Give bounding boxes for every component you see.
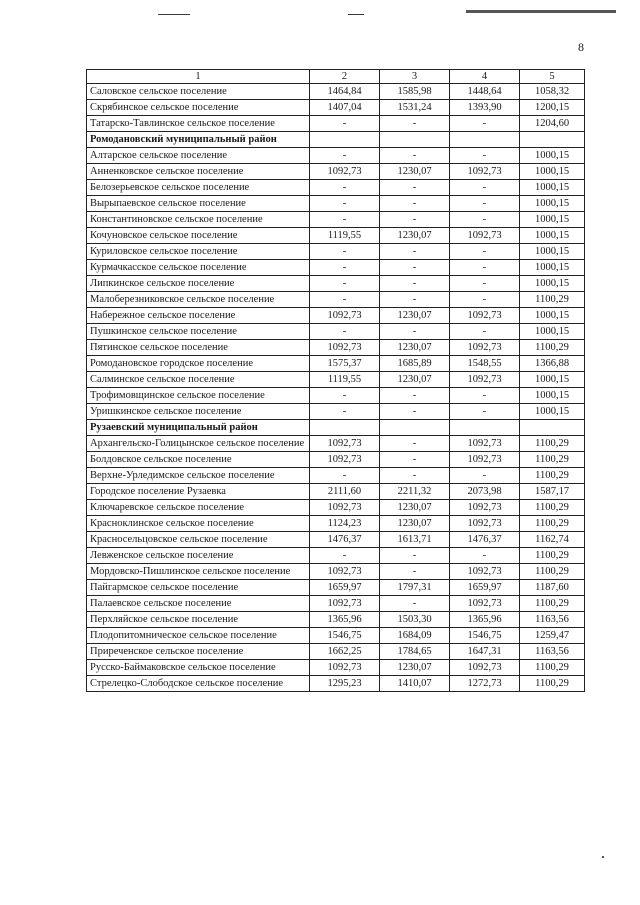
value-cell: 1100,29 <box>520 516 585 532</box>
value-cell: 1684,09 <box>380 628 450 644</box>
value-cell <box>450 420 520 436</box>
value-cell: - <box>380 388 450 404</box>
value-cell: 1163,56 <box>520 644 585 660</box>
value-cell <box>450 132 520 148</box>
name-cell: Куриловское сельское поселение <box>87 244 310 260</box>
value-cell: 1100,29 <box>520 676 585 692</box>
table-row <box>87 564 585 580</box>
value-cell: 1092,73 <box>450 308 520 324</box>
value-cell: - <box>450 292 520 308</box>
value-cell: 1000,15 <box>520 260 585 276</box>
value-cell: 1230,07 <box>380 660 450 676</box>
value-cell: 1407,04 <box>310 100 380 116</box>
table-row <box>87 116 585 132</box>
name-cell: Салминское сельское поселение <box>87 372 310 388</box>
value-cell: 1119,55 <box>310 372 380 388</box>
value-cell: - <box>380 548 450 564</box>
value-cell: 1000,15 <box>520 228 585 244</box>
table-row <box>87 340 585 356</box>
header-row <box>87 70 585 84</box>
value-cell: 1548,55 <box>450 356 520 372</box>
value-cell: - <box>380 196 450 212</box>
value-cell: 1100,29 <box>520 564 585 580</box>
table-row <box>87 212 585 228</box>
table-row <box>87 228 585 244</box>
table-row <box>87 516 585 532</box>
value-cell: 1230,07 <box>380 340 450 356</box>
table-row <box>87 100 585 116</box>
value-cell: 1366,88 <box>520 356 585 372</box>
name-cell: Липкинское сельское поселение <box>87 276 310 292</box>
value-cell: 1410,07 <box>380 676 450 692</box>
value-cell: - <box>450 180 520 196</box>
value-cell: 1230,07 <box>380 372 450 388</box>
value-cell: 1092,73 <box>310 660 380 676</box>
name-cell: Кочуновское сельское поселение <box>87 228 310 244</box>
value-cell: 1092,73 <box>450 340 520 356</box>
value-cell: - <box>310 244 380 260</box>
value-cell: 1230,07 <box>380 500 450 516</box>
value-cell: 1647,31 <box>450 644 520 660</box>
value-cell: 1000,15 <box>520 388 585 404</box>
value-cell: 1000,15 <box>520 308 585 324</box>
name-cell: Вырыпаевское сельское поселение <box>87 196 310 212</box>
table-row <box>87 84 585 100</box>
value-cell: 1613,71 <box>380 532 450 548</box>
name-cell: Рузаевский муниципальный район <box>87 420 310 436</box>
table-row <box>87 308 585 324</box>
name-cell: Палаевское сельское поселение <box>87 596 310 612</box>
name-cell: Русско-Баймаковское сельское поселение <box>87 660 310 676</box>
value-cell: - <box>450 148 520 164</box>
name-cell: Ключаревское сельское поселение <box>87 500 310 516</box>
name-cell: Саловское сельское поселение <box>87 84 310 100</box>
value-cell <box>310 132 380 148</box>
name-cell: Константиновское сельское поселение <box>87 212 310 228</box>
value-cell: 1092,73 <box>450 500 520 516</box>
value-cell: 1662,25 <box>310 644 380 660</box>
name-cell: Пайгармское сельское поселение <box>87 580 310 596</box>
value-cell: 1546,75 <box>450 628 520 644</box>
value-cell: 1092,73 <box>450 452 520 468</box>
value-cell: 1000,15 <box>520 148 585 164</box>
value-cell: 1119,55 <box>310 228 380 244</box>
table-row <box>87 548 585 564</box>
table-row <box>87 260 585 276</box>
value-cell: 1092,73 <box>310 308 380 324</box>
value-cell: 1000,15 <box>520 212 585 228</box>
value-cell: 1230,07 <box>380 164 450 180</box>
value-cell: 1092,73 <box>450 564 520 580</box>
value-cell: - <box>380 436 450 452</box>
table-row <box>87 276 585 292</box>
value-cell: 1092,73 <box>450 660 520 676</box>
table-row <box>87 468 585 484</box>
value-cell: 1531,24 <box>380 100 450 116</box>
value-cell: - <box>310 548 380 564</box>
value-cell: - <box>380 148 450 164</box>
value-cell: 1100,29 <box>520 548 585 564</box>
value-cell: 1100,29 <box>520 596 585 612</box>
table-row <box>87 484 585 500</box>
value-cell: - <box>450 388 520 404</box>
value-cell: 1448,64 <box>450 84 520 100</box>
name-cell: Уришкинское сельское поселение <box>87 404 310 420</box>
value-cell: - <box>450 404 520 420</box>
value-cell: 1365,96 <box>310 612 380 628</box>
section-row <box>87 420 585 436</box>
value-cell: 1000,15 <box>520 276 585 292</box>
data-table <box>86 69 585 692</box>
table-row <box>87 612 585 628</box>
name-cell: Трофимовщинское сельское поселение <box>87 388 310 404</box>
value-cell: - <box>310 324 380 340</box>
value-cell: 2073,98 <box>450 484 520 500</box>
value-cell: - <box>380 116 450 132</box>
name-cell: Алтарское сельское поселение <box>87 148 310 164</box>
value-cell: 1200,15 <box>520 100 585 116</box>
value-cell: - <box>310 212 380 228</box>
value-cell: 1092,73 <box>310 436 380 452</box>
value-cell: 1000,15 <box>520 180 585 196</box>
table-row <box>87 676 585 692</box>
value-cell: - <box>450 212 520 228</box>
value-cell: 1187,60 <box>520 580 585 596</box>
value-cell: 1784,65 <box>380 644 450 660</box>
value-cell: 1464,84 <box>310 84 380 100</box>
value-cell: 1000,15 <box>520 244 585 260</box>
name-cell: Белозерьевское сельское поселение <box>87 180 310 196</box>
value-cell: - <box>310 196 380 212</box>
value-cell: - <box>380 468 450 484</box>
value-cell <box>380 132 450 148</box>
name-cell: Городское поселение Рузаевка <box>87 484 310 500</box>
table-row <box>87 388 585 404</box>
value-cell: 1162,74 <box>520 532 585 548</box>
scan-artifact <box>158 14 190 15</box>
name-cell: Плодопитомническое сельское поселение <box>87 628 310 644</box>
table-row <box>87 292 585 308</box>
value-cell: 1092,73 <box>450 164 520 180</box>
value-cell: - <box>380 324 450 340</box>
value-cell: - <box>380 564 450 580</box>
value-cell: 2111,60 <box>310 484 380 500</box>
value-cell: 1476,37 <box>450 532 520 548</box>
table-row <box>87 148 585 164</box>
value-cell: 1124,23 <box>310 516 380 532</box>
value-cell: 1230,07 <box>380 516 450 532</box>
page-number: 8 <box>578 40 584 54</box>
value-cell: - <box>310 148 380 164</box>
value-cell: 1092,73 <box>450 596 520 612</box>
name-cell: Красносельцовское сельское поселение <box>87 532 310 548</box>
name-cell: Архангельско-Голицынское сельское поселение <box>87 436 310 452</box>
value-cell: - <box>450 276 520 292</box>
value-cell: 1476,37 <box>310 532 380 548</box>
name-cell: Ромодановский муниципальный район <box>87 132 310 148</box>
name-cell: Анненковское сельское поселение <box>87 164 310 180</box>
value-cell: 1204,60 <box>520 116 585 132</box>
value-cell: - <box>380 292 450 308</box>
value-cell: 1230,07 <box>380 228 450 244</box>
value-cell: - <box>450 324 520 340</box>
value-cell: - <box>380 596 450 612</box>
value-cell: 1092,73 <box>450 372 520 388</box>
value-cell: 2211,32 <box>380 484 450 500</box>
value-cell: 1092,73 <box>450 436 520 452</box>
name-cell: Приреченское сельское поселение <box>87 644 310 660</box>
value-cell: 1100,29 <box>520 452 585 468</box>
value-cell: 1797,31 <box>380 580 450 596</box>
name-cell: Левженское сельское поселение <box>87 548 310 564</box>
value-cell: 1685,89 <box>380 356 450 372</box>
value-cell: - <box>450 468 520 484</box>
value-cell: - <box>450 548 520 564</box>
value-cell: 1587,17 <box>520 484 585 500</box>
name-cell: Ромодановское городское поселение <box>87 356 310 372</box>
value-cell <box>380 420 450 436</box>
value-cell: - <box>380 276 450 292</box>
value-cell: 1058,32 <box>520 84 585 100</box>
value-cell: 1100,29 <box>520 436 585 452</box>
name-cell: Стрелецко-Слободское сельское поселение <box>87 676 310 692</box>
value-cell: 1092,73 <box>310 164 380 180</box>
scan-artifact <box>466 10 616 13</box>
value-cell: 1100,29 <box>520 292 585 308</box>
value-cell: - <box>380 180 450 196</box>
value-cell: - <box>310 292 380 308</box>
value-cell: - <box>450 116 520 132</box>
scan-speck <box>602 856 604 858</box>
value-cell: 1092,73 <box>310 564 380 580</box>
table-row <box>87 644 585 660</box>
column-header: 5 <box>520 70 585 84</box>
value-cell: - <box>310 468 380 484</box>
value-cell: - <box>310 260 380 276</box>
name-cell: Татарско-Тавлинское сельское поселение <box>87 116 310 132</box>
value-cell: - <box>310 404 380 420</box>
table-row <box>87 628 585 644</box>
name-cell: Мордовско-Пишлинское сельское поселение <box>87 564 310 580</box>
value-cell: - <box>310 180 380 196</box>
value-cell: - <box>380 212 450 228</box>
table-row <box>87 164 585 180</box>
value-cell: 1163,56 <box>520 612 585 628</box>
name-cell: Перхляйское сельское поселение <box>87 612 310 628</box>
value-cell: 1092,73 <box>450 516 520 532</box>
scan-artifact <box>348 14 364 15</box>
value-cell: - <box>310 276 380 292</box>
value-cell: 1000,15 <box>520 164 585 180</box>
table-row <box>87 596 585 612</box>
value-cell: - <box>310 388 380 404</box>
value-cell: 1585,98 <box>380 84 450 100</box>
value-cell: 1659,97 <box>450 580 520 596</box>
value-cell: 1100,29 <box>520 340 585 356</box>
value-cell: 1092,73 <box>310 340 380 356</box>
value-cell: - <box>380 452 450 468</box>
value-cell <box>310 420 380 436</box>
value-cell: 1365,96 <box>450 612 520 628</box>
column-header: 1 <box>87 70 310 84</box>
table-row <box>87 436 585 452</box>
value-cell: - <box>380 260 450 276</box>
value-cell: 1272,73 <box>450 676 520 692</box>
table-row <box>87 324 585 340</box>
value-cell: 1000,15 <box>520 404 585 420</box>
column-header: 4 <box>450 70 520 84</box>
table-row <box>87 196 585 212</box>
name-cell: Пятинское сельское поселение <box>87 340 310 356</box>
table-row <box>87 452 585 468</box>
name-cell: Болдовское сельское поселение <box>87 452 310 468</box>
value-cell: 1100,29 <box>520 500 585 516</box>
value-cell: 1092,73 <box>450 228 520 244</box>
name-cell: Малоберезниковское сельское поселение <box>87 292 310 308</box>
table-row <box>87 532 585 548</box>
name-cell: Набережное сельское поселение <box>87 308 310 324</box>
value-cell: - <box>450 244 520 260</box>
table-row <box>87 660 585 676</box>
value-cell: - <box>310 116 380 132</box>
value-cell: 1503,30 <box>380 612 450 628</box>
value-cell: 1092,73 <box>310 500 380 516</box>
value-cell: 1000,15 <box>520 324 585 340</box>
value-cell: 1000,15 <box>520 196 585 212</box>
value-cell: 1092,73 <box>310 452 380 468</box>
column-header: 2 <box>310 70 380 84</box>
value-cell: 1393,90 <box>450 100 520 116</box>
value-cell: - <box>380 244 450 260</box>
table-row <box>87 372 585 388</box>
table-row <box>87 356 585 372</box>
value-cell: - <box>450 196 520 212</box>
table-row <box>87 180 585 196</box>
column-header: 3 <box>380 70 450 84</box>
value-cell <box>520 420 585 436</box>
table-row <box>87 404 585 420</box>
name-cell: Верхне-Урледимское сельское поселение <box>87 468 310 484</box>
value-cell: 1259,47 <box>520 628 585 644</box>
value-cell: 1546,75 <box>310 628 380 644</box>
name-cell: Пушкинское сельское поселение <box>87 324 310 340</box>
table-row <box>87 500 585 516</box>
table-row <box>87 244 585 260</box>
name-cell: Курмачкасское сельское поселение <box>87 260 310 276</box>
value-cell: - <box>450 260 520 276</box>
value-cell: 1295,23 <box>310 676 380 692</box>
value-cell: 1100,29 <box>520 468 585 484</box>
value-cell: 1000,15 <box>520 372 585 388</box>
value-cell: 1575,37 <box>310 356 380 372</box>
table-row <box>87 580 585 596</box>
name-cell: Красноклинское сельское поселение <box>87 516 310 532</box>
value-cell <box>520 132 585 148</box>
value-cell: 1659,97 <box>310 580 380 596</box>
name-cell: Скрябинское сельское поселение <box>87 100 310 116</box>
value-cell: 1230,07 <box>380 308 450 324</box>
value-cell: 1100,29 <box>520 660 585 676</box>
value-cell: - <box>380 404 450 420</box>
value-cell: 1092,73 <box>310 596 380 612</box>
section-row <box>87 132 585 148</box>
